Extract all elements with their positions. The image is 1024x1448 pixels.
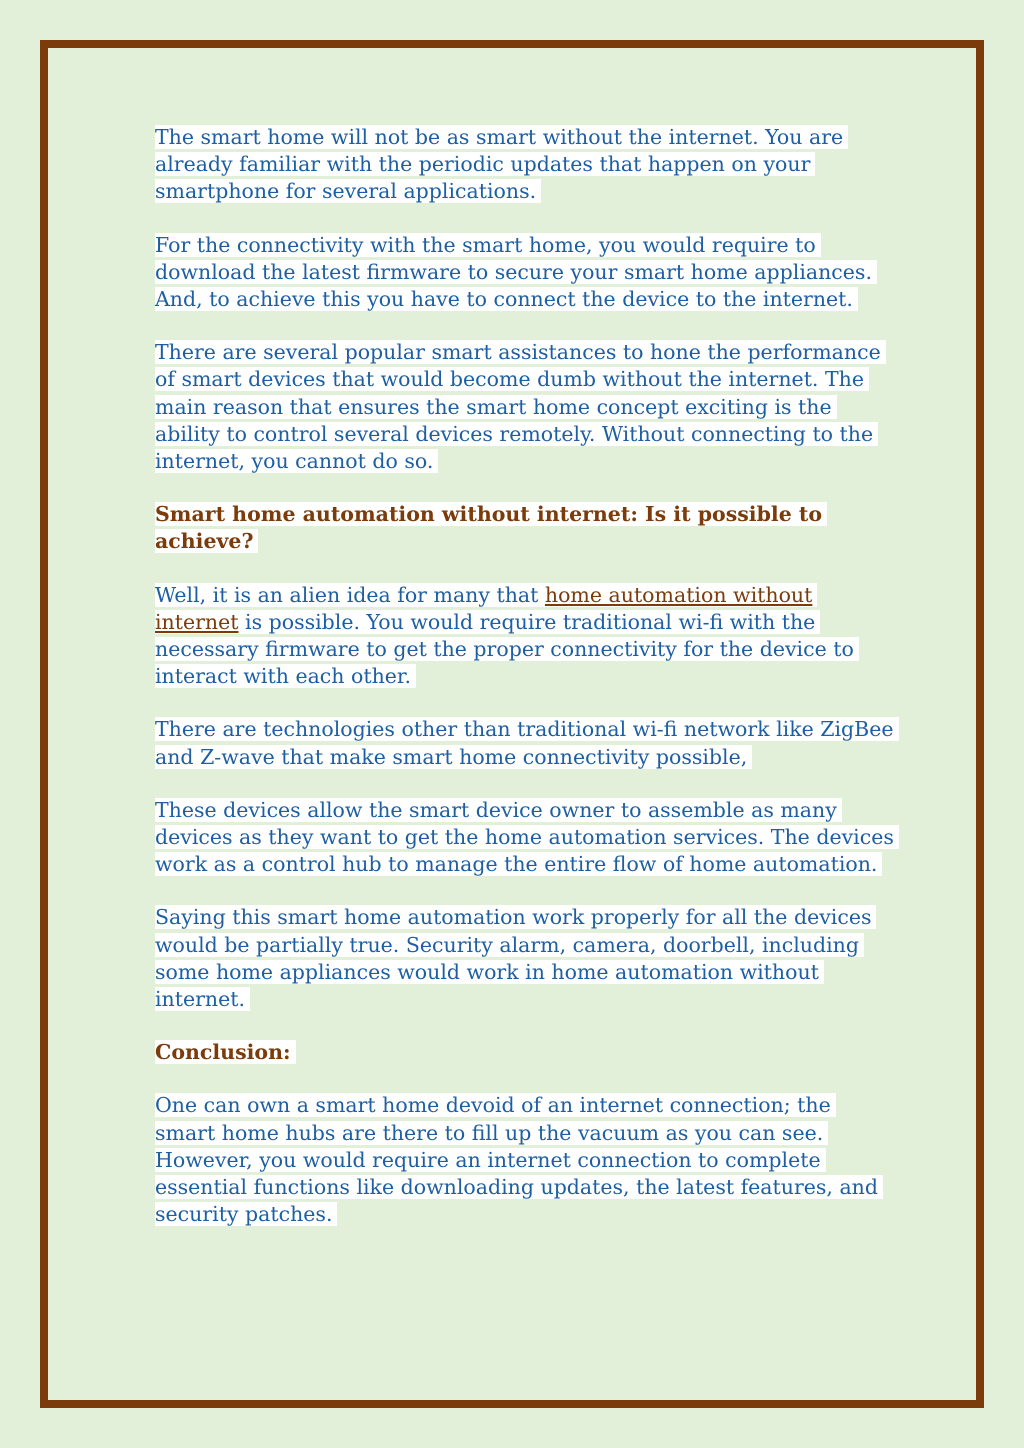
paragraph-intro: [155, 124, 895, 206]
document-body: [155, 124, 895, 1255]
paragraph-text: For the connectivity with the smart home, you would require to download the latest firmware to secure your smart home appliances. And, to achieve this you have to connect the device to the internet.: [155, 233, 877, 311]
paragraph-text: One can own a smart home devoid of an internet connection; the smart home hubs are there to fill up the vacuum as you can see. However, you would require an internet connection to complete essential functions like downloading updates, the latest features, and security patches.: [155, 1093, 883, 1226]
paragraph-text: These devices allow the smart device owner to assemble as many devices as they want to get the home automation services. The devices work as a control hub to manage the entire flow of home automation.: [155, 798, 899, 876]
heading-text: Smart home automation without internet: Is it possible to achieve?: [155, 502, 827, 553]
paragraph-text: There are technologies other than traditional wi-fi network like ZigBee and Z-wave that make smart home connectivity possible,: [155, 717, 899, 768]
paragraph-text: There are several popular smart assistances to hone the performance of smart devices that would become dumb without the internet. The main reason that ensures the smart home concept exciting is the ability to control several devices remotely. Without connecting to the internet, you cannot do so.: [155, 340, 886, 473]
paragraph-text-start: Well, it is an alien idea for many that: [155, 582, 545, 607]
paragraph-technologies: [155, 716, 895, 770]
paragraph-text-end: is possible. You would require traditional wi-fi with the necessary firmware to get the proper connectivity for the device to interact with each other.: [155, 609, 854, 689]
paragraph-devices: [155, 797, 895, 879]
paragraph-text: The smart home will not be as smart without the internet. You are already familiar with the periodic updates that happen on your smartphone for several applications.: [155, 125, 848, 203]
paragraph-conclusion: [155, 1092, 895, 1228]
heading-text: Conclusion:: [155, 1040, 296, 1064]
paragraph-firmware: [155, 232, 895, 314]
paragraph-text: [155, 583, 859, 689]
paragraph-alien-idea: [155, 582, 895, 691]
paragraph-text: Saying this smart home automation work properly for all the devices would be partially true. Security alarm, camera, doorbell, including some home appliances would work in home automation without internet.: [155, 905, 876, 1011]
home-automation-link[interactable]: home automation without internet: [155, 582, 813, 634]
section-heading-possible: [155, 501, 895, 555]
section-heading-conclusion: [155, 1039, 895, 1066]
paragraph-assistants: [155, 339, 895, 475]
paragraph-partially-true: [155, 904, 895, 1013]
